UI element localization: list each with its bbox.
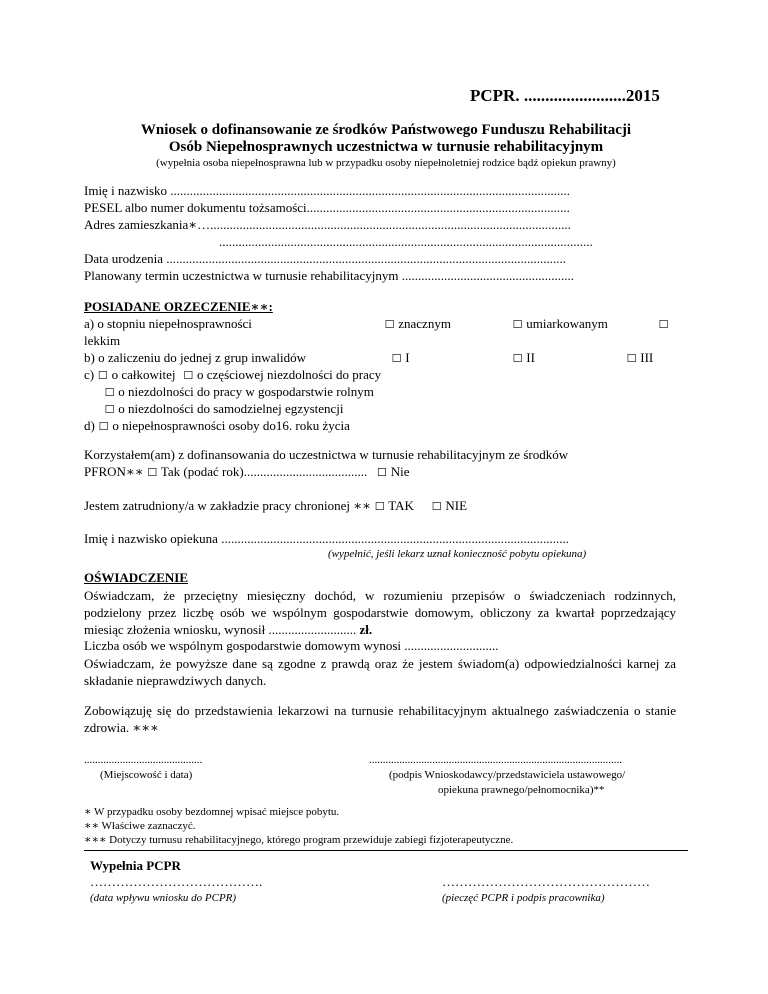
receipt-date-caption: (data wpływu wniosku do PCPR) [90, 892, 237, 904]
declaration-income [84, 587, 676, 638]
checkbox-icon[interactable]: ☐ [183, 369, 194, 382]
address-label: Adres zamieszkania∗ [84, 217, 198, 232]
option-significant-label: znacznym [398, 316, 451, 331]
address-field[interactable]: …............................................................................................................... [197, 217, 571, 232]
divider-line [84, 850, 688, 851]
guardian-row [84, 531, 569, 547]
certificate-d-row [84, 418, 350, 434]
certificate-b-label: b) o zaliczeniu do jednej z grup inwalidów [84, 350, 307, 365]
option-group-1[interactable] [391, 350, 410, 366]
option-group-3[interactable] [626, 350, 653, 366]
term-row [84, 268, 574, 284]
applicant-signature-caption2: opiekuna prawnego/pełnomocnika)** [438, 784, 605, 796]
dob-row [84, 251, 566, 267]
form-title-note: (wypełnia osoba niepełnosprawna lub w przypadku osoby niepełnoletniej rodzice bądź opiekun prawny) [156, 157, 616, 169]
guardian-field[interactable]: ........................................................................................................... [217, 531, 569, 546]
checkbox-icon[interactable]: ☐ [104, 386, 115, 399]
place-date-field[interactable]: ........................................... [84, 754, 203, 766]
option-farm-incapacity[interactable] [104, 384, 374, 400]
name-field[interactable]: ........................................................................................................................... [167, 183, 571, 198]
checkbox-icon[interactable]: ☐ [391, 352, 402, 365]
receipt-date-field[interactable]: …………………………………. [90, 874, 263, 889]
checkbox-icon[interactable]: ☐ [98, 420, 109, 433]
option-partial-incapacity-label: o częściowej niezdolności do pracy [197, 367, 382, 382]
checkbox-icon[interactable]: ☐ [384, 318, 395, 331]
declaration-income-unit: zł. [359, 622, 373, 637]
checkbox-icon[interactable]: ☐ [512, 318, 523, 331]
employment-row [84, 498, 467, 514]
employment-no-label: NIE [445, 498, 468, 513]
option-group-1-label: I [405, 350, 410, 365]
option-group-2-label: II [526, 350, 535, 365]
place-date-caption: (Miejscowość i data) [100, 769, 193, 781]
office-stamp-field[interactable]: ………………………………………… [442, 874, 650, 889]
checkbox-icon[interactable]: ☐ [377, 466, 387, 479]
option-independent-living[interactable] [104, 401, 344, 417]
name-label: Imię i nazwisko [84, 183, 168, 198]
commitment-text: Zobowiązuję się do przedstawienia lekarzowi na turnusie rehabilitacyjnym aktualnego zaświadczenia o stanie zdrowia. ∗∗∗ [84, 703, 676, 735]
option-mild-checkbox[interactable] [658, 316, 669, 332]
address-row [84, 217, 571, 233]
funding-row [84, 464, 409, 480]
pesel-field[interactable]: ................................................................................. [306, 200, 570, 215]
form-title-line1: Wniosek o dofinansowanie ze środków Państwowego Funduszu Rehabilitacji [140, 122, 632, 138]
guardian-note: (wypełnić, jeśli lekarz uznał konieczność pobytu opiekuna) [328, 548, 587, 560]
funding-prefix: PFRON∗∗ [84, 464, 144, 479]
footnote-3: ∗∗∗ Dotyczy turnusu rehabilitacyjnego, którego program przewiduje zabiegi fizjoterapeutyczne. [84, 834, 514, 846]
office-reference: PCPR. ........................2015 [470, 86, 660, 105]
checkbox-icon[interactable]: ☐ [104, 403, 115, 416]
option-farm-incapacity-label: o niezdolności do pracy w gospodarstwie rolnym [118, 384, 374, 399]
employment-label: Jestem zatrudniony/a w zakładzie pracy chronionej ∗∗ [84, 498, 371, 513]
dob-field[interactable]: ........................................................................................................................... [163, 251, 567, 266]
checkbox-icon[interactable]: ☐ [147, 466, 158, 479]
declaration-income-text: Oświadczam, że przeciętny miesięczny dochód, w rozumieniu przepisów o świadczeniach rodzinnych, podzielony przez liczbę osób we wspólnym gospodarstwie domowym, obliczony za kwartał poprzedzający miesiąc złożenia wniosku, wynosił ........................... [84, 588, 676, 637]
option-total-incapacity-label: o całkowitej [111, 367, 176, 382]
certificate-heading: POSIADANE ORZECZENIE∗∗: [84, 299, 273, 314]
footnote-2: ∗∗ Właściwe zaznaczyć. [84, 820, 196, 832]
option-independent-living-label: o niezdolności do samodzielnej egzystencji [118, 401, 344, 416]
checkbox-icon[interactable]: ☐ [512, 352, 523, 365]
dob-label: Data urodzenia [84, 251, 164, 266]
checkbox-icon[interactable]: ☐ [626, 352, 637, 365]
applicant-signature-field[interactable]: ............................................................................................ [369, 754, 622, 766]
footnote-1: ∗ W przypadku osoby bezdomnej wpisać miejsce pobytu. [84, 806, 340, 818]
funding-question: Korzystałem(am) z dofinansowania do uczestnictwa w turnusie rehabilitacyjnym ze środków [84, 447, 569, 462]
certificate-c-row [84, 367, 381, 383]
option-group-2[interactable] [512, 350, 535, 366]
employment-yes-label: TAK [388, 498, 414, 513]
guardian-label: Imię i nazwisko opiekuna [84, 531, 218, 546]
option-moderate-label: umiarkowanym [526, 316, 608, 331]
certificate-d-label: d) [84, 418, 95, 433]
form-title-line2: Osób Niepełnosprawnych uczestnictwa w turnusie rehabilitacyjnym [168, 139, 604, 155]
funding-yes-label: Tak (podać rok)...................................... [160, 464, 368, 479]
declaration-truth: Oświadczam, że powyższe dane są zgodne z prawdą oraz że jestem świadom(a) odpowiedzialności karnej za składanie nieprawdziwych danych. [84, 656, 676, 688]
applicant-signature-caption1: (podpis Wnioskodawcy/przedstawiciela ustawowego/ [389, 769, 626, 781]
checkbox-icon[interactable]: ☐ [374, 500, 385, 513]
term-field[interactable]: ..................................................... [398, 268, 574, 283]
checkbox-icon[interactable]: ☐ [97, 369, 108, 382]
option-moderate[interactable] [512, 316, 608, 332]
pesel-label: PESEL albo numer dokumentu tożsamości [84, 200, 307, 215]
funding-no-label: Nie [390, 464, 410, 479]
address-field-line2[interactable]: ................................................................................................................... [219, 234, 593, 249]
checkbox-icon[interactable]: ☐ [431, 500, 442, 513]
option-child-disability-label: o niepełnosprawności osoby do16. roku życia [112, 418, 350, 433]
option-group-3-label: III [640, 350, 654, 365]
option-mild-label: lekkim [84, 333, 121, 348]
term-label: Planowany termin uczestnictwa w turnusie rehabilitacyjnym [84, 268, 399, 283]
name-row [84, 183, 570, 199]
office-stamp-caption: (pieczęć PCPR i podpis pracownika) [442, 892, 605, 904]
checkbox-icon[interactable]: ☐ [658, 318, 669, 331]
office-heading: Wypełnia PCPR [90, 858, 181, 873]
certificate-c-label: c) [84, 367, 95, 382]
declaration-heading: OŚWIADCZENIE [84, 570, 189, 585]
declaration-household: Liczba osób we wspólnym gospodarstwie domowym wynosi ............................. [84, 638, 499, 653]
certificate-a-label: a) o stopniu niepełnosprawności [84, 316, 252, 331]
option-significant[interactable] [384, 316, 451, 332]
pesel-row [84, 200, 570, 216]
